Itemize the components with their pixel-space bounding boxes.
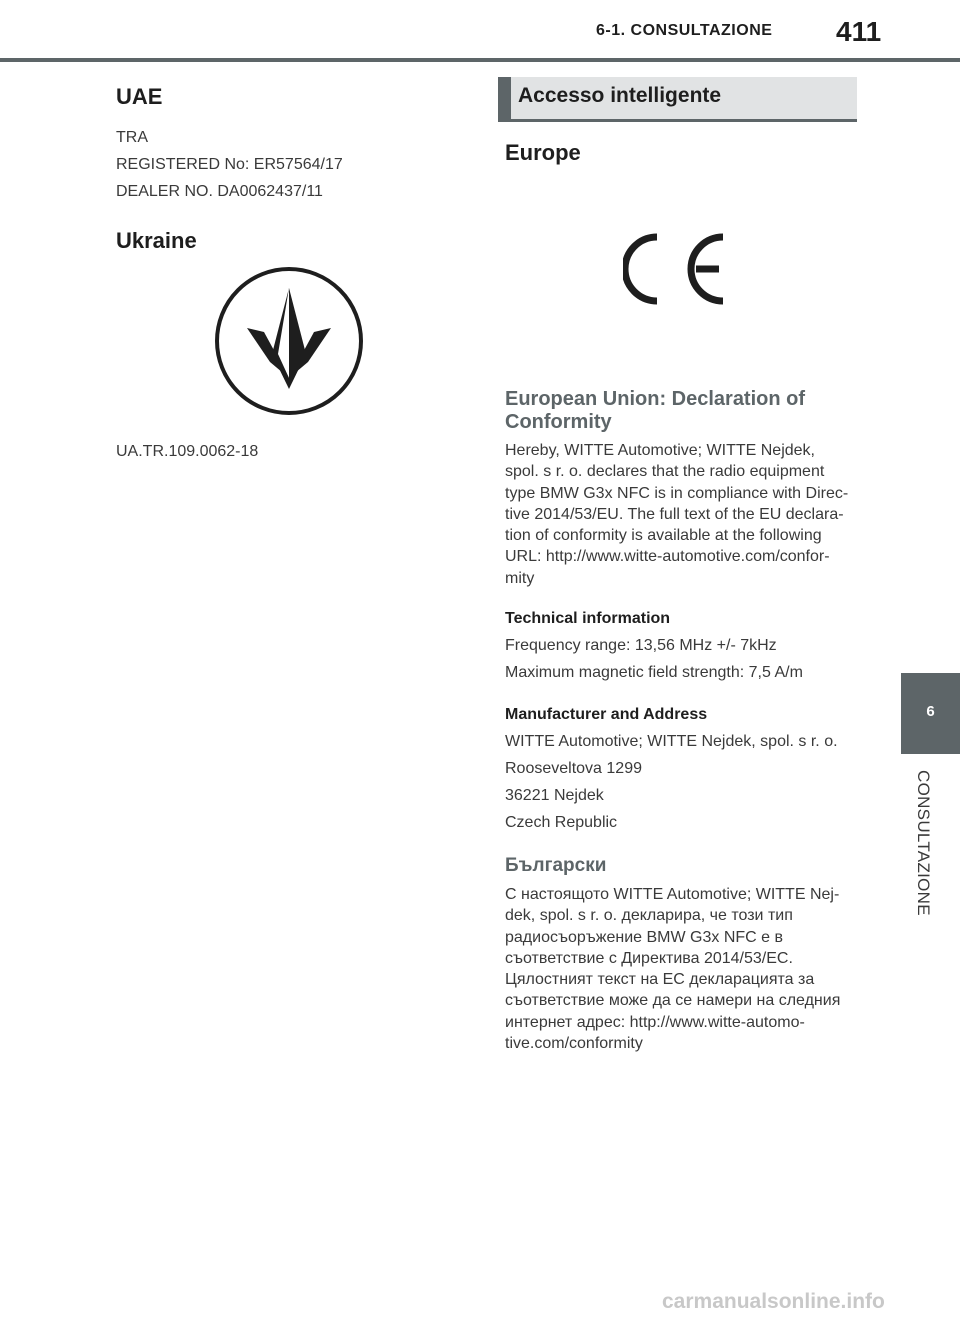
chapter-tab[interactable] <box>901 673 960 754</box>
text-line: tive.com/conformity <box>505 1035 643 1053</box>
manufacturer-street: Rooseveltova 1299 <box>505 760 642 777</box>
text-line: интернет адрес: http://www.witte-automo- <box>505 1013 805 1031</box>
chapter-label <box>909 770 937 935</box>
section-banner <box>498 77 857 122</box>
section-title: 6-1. CONSULTAZIONE <box>596 22 773 39</box>
eu-declaration-text <box>505 440 857 589</box>
ukraine-heading: Ukraine <box>116 228 197 253</box>
ukraine-code: UA.TR.109.0062-18 <box>116 443 259 460</box>
text-line: съответствие може да се намери на следния <box>505 992 841 1010</box>
europe-heading: Europe <box>505 140 581 165</box>
header-divider <box>0 58 960 62</box>
uae-line: DEALER NO. DA0062437/11 <box>116 183 323 200</box>
text-line: tion of conformity is available at the following <box>505 527 822 545</box>
banner-title: Accesso intelligente <box>518 84 722 107</box>
text-line: Hereby, WITTE Automotive; WITTE Nejdek, <box>505 442 815 459</box>
uae-line: REGISTERED No: ER57564/17 <box>116 156 343 173</box>
bulgarian-heading: Български <box>505 855 607 876</box>
text-line: Цялостният текст на ЕС декларацията за <box>505 971 815 989</box>
text-line: dek, spol. s r. o. декларира, че този тип <box>505 907 793 925</box>
text-line: съответствие с Директива 2014/53/ЕС. <box>505 949 793 967</box>
eu-declaration-heading-line: Conformity <box>505 411 612 433</box>
uae-block <box>116 84 446 254</box>
text-line: радиосъоръжение BMW G3x NFC е в <box>505 928 783 946</box>
bulgarian-text <box>505 884 857 1054</box>
chapter-label-text: CONSULTAZIONE <box>914 770 933 916</box>
text-line: mity <box>505 569 535 587</box>
frequency-range: Frequency range: 13,56 MHz +/- 7kHz <box>505 637 777 654</box>
chapter-number: 6 <box>926 703 935 720</box>
manufacturer-city: 36221 Nejdek <box>505 787 604 804</box>
field-strength: Maximum magnetic field strength: 7,5 A/m <box>505 664 803 681</box>
eu-declaration-heading <box>505 388 857 434</box>
text-line: type BMW G3x NFC is in compliance with Direc- <box>505 484 849 502</box>
uae-line: TRA <box>116 129 148 146</box>
ce-mark-icon <box>623 232 729 306</box>
ukraine-conformity-mark-icon <box>214 266 364 416</box>
text-line: URL: http://www.witte-automotive.com/confor- <box>505 548 830 566</box>
footer-watermark: carmanualsonline.info <box>662 1290 885 1313</box>
text-line: tive 2014/53/EU. The full text of the EU declara- <box>505 505 844 523</box>
banner-accent-bar <box>498 77 511 119</box>
manufacturer-heading: Manufacturer and Address <box>505 706 708 723</box>
eu-declaration-heading-line: European Union: Declaration of <box>505 388 806 410</box>
text-line: С настоящото WITTE Automotive; WITTE Nej- <box>505 886 840 903</box>
text-line: spol. s r. o. declares that the radio equipment <box>505 463 825 481</box>
page-number: 411 <box>836 16 882 47</box>
uae-heading: UAE <box>116 84 163 109</box>
manufacturer-name: WITTE Automotive; WITTE Nejdek, spol. s r. o. <box>505 733 838 750</box>
technical-info-heading: Technical information <box>505 610 671 627</box>
manufacturer-country: Czech Republic <box>505 814 618 831</box>
